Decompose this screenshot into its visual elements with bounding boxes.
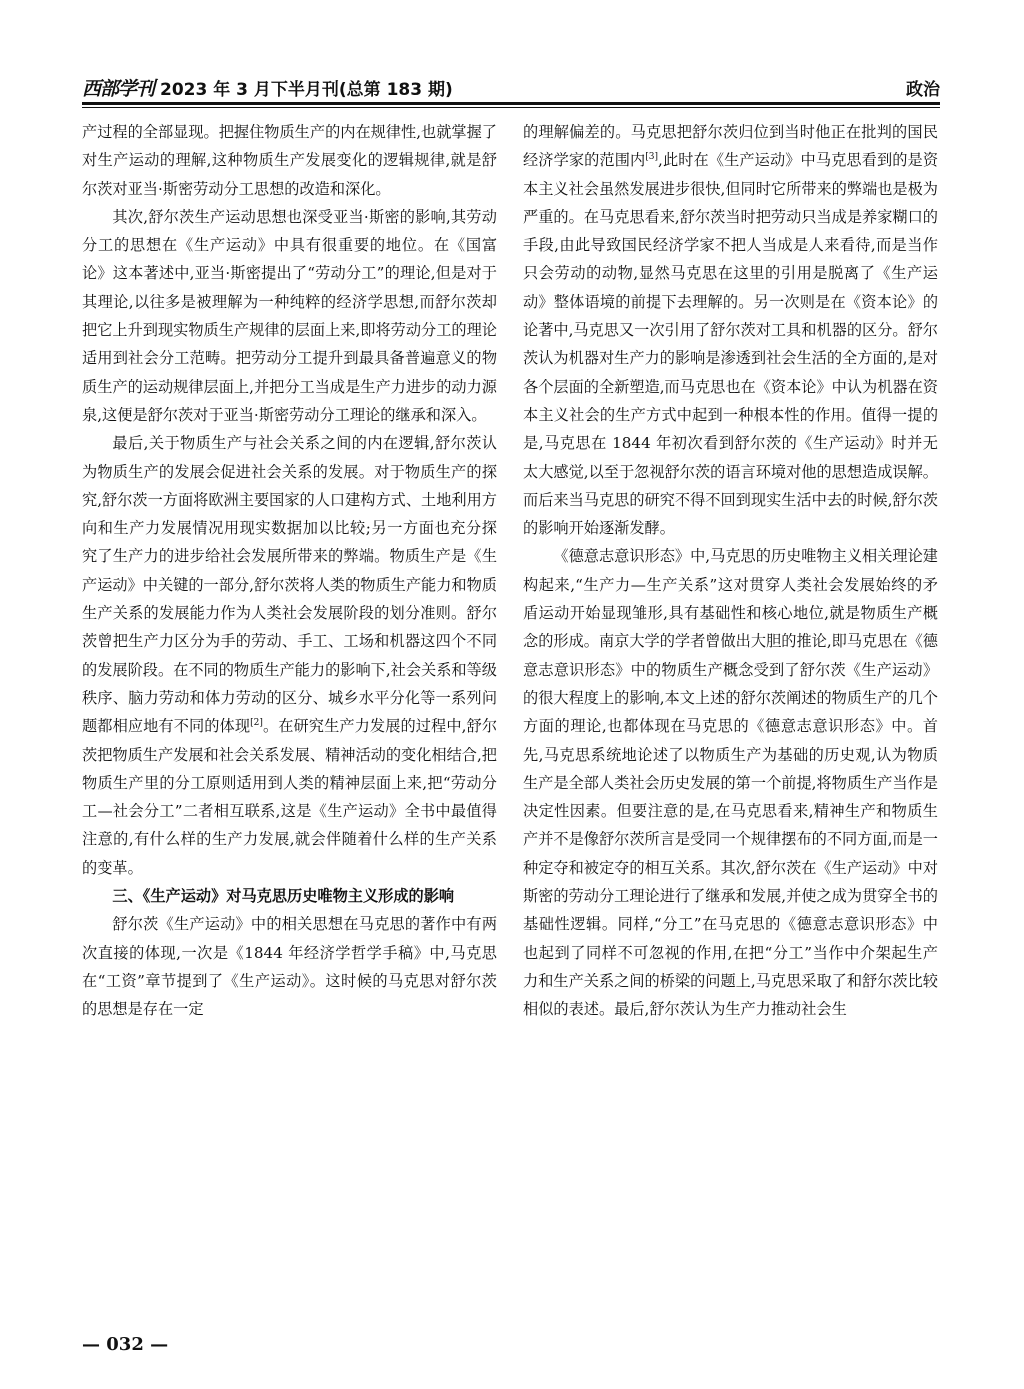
footnote-ref: [2] bbox=[250, 718, 263, 729]
paragraph-text: 。在研究生产力发展的过程中,舒尔茨把物质生产发展和社会关系发展、精神活动的变化相结合,把物质生产里的分工原则适用到人类的精神层面上来,把“劳动分工—社会分工”二者相互联系,这是《生产运动》全书中最值得注意的,有什么样的生产力发展,就会伴随着什么样的生产关系的变革。 bbox=[82, 717, 497, 877]
paragraph: 舒尔茨《生产运动》中的相关思想在马克思的著作中有两次直接的体现,一次是《1844 年经济学哲学手稿》中,马克思在“工资”章节提到了《生产运动》。这时候的马克思对舒尔茨的思想是存在一定 bbox=[82, 915, 497, 1019]
paragraph: 产过程的全部显现。把握住物质生产的内在规律性,也就掌握了对生产运动的理解,这种物质生产发展变化的逻辑规律,就是舒尔茨对亚当·斯密劳动分工思想的改造和深化。 bbox=[82, 123, 497, 198]
paragraph-text: 最后,关于物质生产与社会关系之间的内在逻辑,舒尔茨认为物质生产的发展会促进社会关系的发展。对于物质生产的探究,舒尔茨一方面将欧洲主要国家的人口建构方式、土地利用方向和生产力发展情况用现实数据加以比较;另一方面也充分探究了生产力的进步给社会发展所带来的弊端。物质生产是《生产运动》中关键的一部分,舒尔茨将人类的物质生产能力和物质生产关系的发展能力作为人类社会发展阶段的划分准则。舒尔茨曾把生产力区分为手的劳动、手工、工场和机器这四个不同的发展阶段。在不同的物质生产能力的影响下,社会关系和等级秩序、脑力劳动和体力劳动的区分、城乡水平分化等一系列问题都相应地有不同的体现 bbox=[82, 434, 497, 736]
paragraph: 其次,舒尔茨生产运动思想也深受亚当·斯密的影响,其劳动分工的思想在《生产运动》中具有很重要的地位。在《国富论》这本著述中,亚当·斯密提出了“劳动分工”的理论,但是对于其理论,以往多是被理解为一种纯粹的经济学思想,而舒尔茨却把它上升到现实物质生产规律的层面上来,即将劳动分工的理论适用到社会分工范畴。把劳动分工提升到最具备普遍意义的物质生产的运动规律层面上,并把分工当成是生产力进步的动力源泉,这便是舒尔茨对于亚当·斯密劳动分工理论的继承和深入。 bbox=[82, 207, 497, 424]
footnote-ref: [3] bbox=[645, 152, 659, 163]
header-rule-thin bbox=[82, 107, 940, 108]
section-name: 政治 bbox=[906, 80, 940, 100]
section-heading: 三、《生产运动》对马克思历史唯物主义形成的影响 bbox=[112, 887, 455, 906]
paragraph: 《德意志意识形态》中,马克思的历史唯物主义相关理论建构起来,“生产力—生产关系”这对贯穿人类社会发展始终的矛盾运动开始显现雏形,具有基础性和核心地位,就是物质生产概念的形成。南京大学的学者曾做出大胆的推论,即马克思在《德意志意识形态》中的物质生产概念受到了舒尔茨《生产运动》的很大程度上的影响,本文上述的舒尔茨阐述的物质生产的几个方面的理论,也都体现在马克思的《德意志意识形态》中。首先,马克思系统地论述了以物质生产为基础的历史观,认为物质生产是全部人类社会历史发展的第一个前提,将物质生产当作是决定性因素。但要注意的是,在马克思看来,精神生产和物质生产并不是像舒尔茨所言是受同一个规律摆布的不同方面,而是一种定夺和被定夺的相互关系。其次,舒尔茨在《生产运动》中对斯密的劳动分工理论进行了继承和发展,并使之成为贯穿全书的基础性逻辑。同样,“分工”在马克思的《德意志意识形态》中也起到了同样不可忽视的作用,在把“分工”当作中介架起生产力和生产关系之间的桥梁的问题上,马克思采取了和舒尔茨比较相似的表述。最后,舒尔茨认为生产力推动社会生 bbox=[523, 547, 938, 1019]
right-column bbox=[523, 118, 938, 1328]
journal-logo: 西部学刊 bbox=[82, 78, 155, 100]
paragraph bbox=[82, 429, 497, 882]
paragraph-text: ,此时在《生产运动》中马克思看到的是资本主义社会虽然发展进步很快,但同时它所带来的弊端也是极为严重的。在马克思看来,舒尔茨当时把劳动只当成是养家糊口的手段,由此导致国民经济学家不把人当成是人来看待,而是当作只会劳动的动物,显然马克思在这里的引用是脱离了《生产运动》整体语境的前提下去理解的。另一次则是在《资本论》的论著中,马克思又一次引用了舒尔茨对工具和机器的区分。舒尔茨认为机器对生产力的影响是渗透到社会生活的全方面的,是对各个层面的全新塑造,而马克思也在《资本论》中认为机器在资本主义社会的生产方式中起到一种根本性的作用。值得一提的是,马克思在 1844 年初次看到舒尔茨的《生产运动》时并无太大感觉,以至于忽视舒尔茨的语言环境对他的思想造成误解。而后来当马克思的研究不得不回到现实生活中去的时候,舒尔茨的影响开始逐渐发酵。 bbox=[523, 151, 938, 538]
page-number: — 032 — bbox=[82, 1334, 169, 1355]
running-header bbox=[82, 74, 940, 102]
paragraph-text: 的理解偏差的。马克思把舒尔茨归位到当时他正在批判的国民经济学家的范围内 bbox=[523, 123, 938, 170]
paragraph bbox=[523, 118, 938, 542]
issue-info: 2023 年 3 月下半月刊(总第 183 期) bbox=[160, 80, 453, 100]
left-column bbox=[82, 118, 497, 1328]
header-rule-thick bbox=[82, 102, 940, 105]
